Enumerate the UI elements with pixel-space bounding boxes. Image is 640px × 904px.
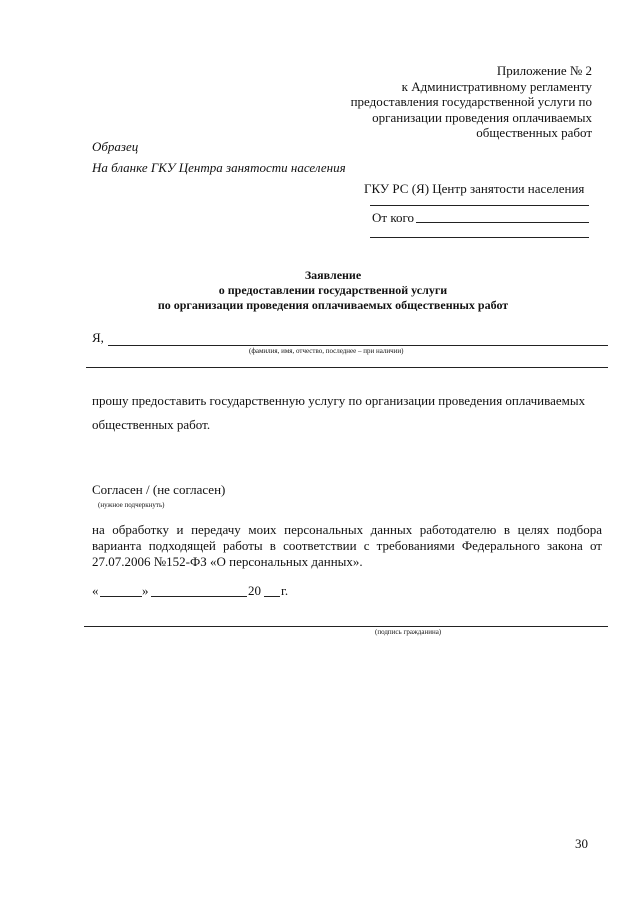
date-open-quote: «	[92, 583, 99, 598]
title-line-3: по организации проведения оплачиваемых общественных работ	[157, 298, 509, 312]
addressee-underline	[370, 205, 589, 206]
applicant-name-line-2	[86, 367, 608, 368]
annex-line-1: Приложение № 2	[496, 63, 592, 78]
annex-header	[272, 63, 592, 141]
date-year-line	[264, 596, 280, 597]
signature-line	[84, 626, 608, 627]
consent-caption: (нужное подчеркнуть)	[98, 501, 165, 509]
consent-text: на обработку и передачу моих персональных данных работодателю в целях подбора варианта подходящей работы в соответствии с требованиями Федерального закона от 27.07.2006 №152-ФЗ «О персональных данных».	[92, 522, 602, 569]
date-day-line	[100, 596, 142, 597]
annex-line-3: предоставления государственной услуги по	[350, 94, 592, 109]
request-line-1: прошу предоставить государственную услугу по организации проведения оплачиваемых	[92, 393, 586, 408]
page-number: 30	[575, 836, 588, 851]
applicant-prefix: Я,	[92, 330, 104, 345]
sample-label: Образец	[92, 139, 139, 154]
from-field-line	[416, 222, 589, 223]
request-line-2: общественных работ.	[92, 417, 211, 432]
date-year-prefix: 20	[248, 583, 261, 598]
applicant-caption: (фамилия, имя, отчество, последнее – при наличии)	[249, 347, 404, 355]
title-line-1: Заявление	[304, 268, 362, 282]
signature-caption: (подпись гражданина)	[375, 628, 442, 636]
from-field-line-2	[370, 237, 589, 238]
letterhead-note: На бланке ГКУ Центра занятости населения	[92, 160, 346, 175]
date-year-suffix: г.	[281, 583, 289, 598]
applicant-name-line	[108, 345, 608, 346]
date-close-quote: »	[142, 583, 149, 598]
annex-line-4: организации проведения оплачиваемых	[372, 109, 592, 125]
from-label: От кого	[372, 210, 414, 225]
title-line-2: о предоставлении государственной услуги	[218, 283, 448, 297]
consent-label: Согласен / (не согласен)	[92, 482, 226, 497]
date-month-line	[151, 596, 247, 597]
annex-line-5: общественных работ	[476, 125, 592, 140]
annex-line-2: к Административному регламенту	[401, 78, 592, 94]
addressee: ГКУ РС (Я) Центр занятости населения	[364, 181, 585, 196]
